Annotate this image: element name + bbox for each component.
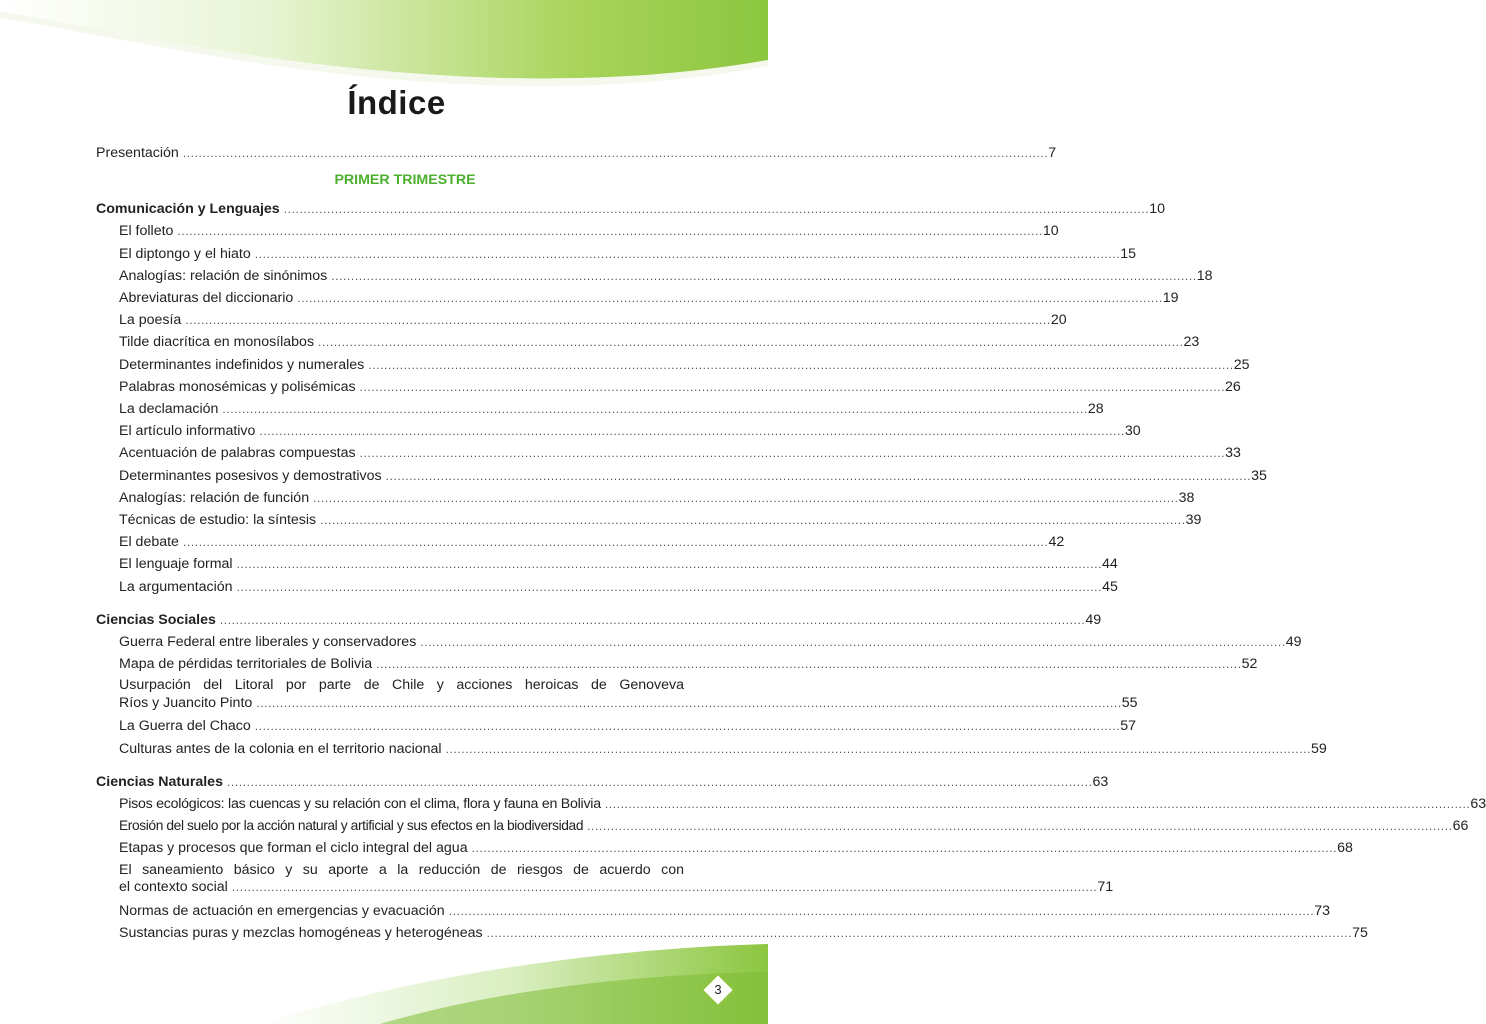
- toc-section-sociales[interactable]: [96, 609, 1102, 631]
- toc-entry-label: El debate: [119, 534, 179, 551]
- toc-entry-page: 57: [1120, 718, 1136, 735]
- toc-entry-label: Palabras monosémicas y polisémicas: [119, 378, 356, 395]
- toc-entry-page: 45: [1102, 578, 1118, 595]
- dot-leader: ............................................................................................................................................................................................................................: [219, 612, 1086, 627]
- toc-entry-page: 26: [1225, 378, 1241, 395]
- toc-entry-label: Guerra Federal entre liberales y conservadores: [119, 634, 417, 651]
- toc-entry-page: 44: [1102, 556, 1118, 573]
- toc-entry-page: 73: [1314, 902, 1330, 919]
- dot-leader: ............................................................................................................................................................................................................................: [331, 268, 1197, 283]
- toc-entry-page: 35: [1251, 467, 1267, 484]
- toc-entry-page: 10: [1042, 223, 1059, 240]
- toc-entry-label: El lenguaje formal: [119, 556, 233, 573]
- dot-leader: ............................................................................................................................................................................................................................: [254, 719, 1121, 734]
- toc-entry[interactable]: [96, 420, 1141, 442]
- toc-entry-page: 68: [1337, 840, 1353, 857]
- dot-leader: ............................................................................................................................................................................................................................: [226, 774, 1093, 789]
- toc-entry-page: 52: [1241, 656, 1258, 673]
- toc-entry[interactable]: [96, 860, 1114, 900]
- dot-leader: ............................................................................................................................................................................................................................: [297, 291, 1163, 306]
- table-of-contents: [96, 142, 1486, 944]
- toc-entry[interactable]: [96, 576, 1118, 598]
- page-number: 3: [714, 982, 722, 997]
- toc-entry-page: 18: [1196, 267, 1213, 284]
- dot-leader: ............................................................................................................................................................................................................................: [256, 695, 1122, 710]
- dot-leader: ............................................................................................................................................................................................................................: [318, 335, 1184, 350]
- dot-leader: ............................................................................................................................................................................................................................: [486, 925, 1353, 940]
- toc-entry-page: 15: [1120, 245, 1136, 262]
- toc-entry-label: El folleto: [119, 223, 174, 240]
- toc-entry-label: Determinantes indefinidos y numerales: [119, 356, 365, 373]
- toc-entry-page: 42: [1048, 534, 1065, 551]
- dot-leader: ............................................................................................................................................................................................................................: [185, 313, 1051, 328]
- dot-leader: ............................................................................................................................................................................................................................: [177, 224, 1043, 239]
- dot-leader: ............................................................................................................................................................................................................................: [222, 402, 1088, 417]
- toc-entry[interactable]: [96, 793, 1486, 815]
- toc-section-label: Ciencias Naturales: [96, 773, 223, 790]
- toc-entry[interactable]: [96, 354, 1250, 376]
- toc-entry[interactable]: [96, 465, 1267, 487]
- toc-entry-label: Ríos y Juancito Pinto: [119, 694, 253, 711]
- toc-entry-label-line1: El saneamiento básico y su aporte a la reducción de riesgos de acuerdo con: [119, 861, 684, 878]
- toc-entry-label: el contexto social: [119, 879, 228, 896]
- toc-entry-label: La declamación: [119, 401, 219, 418]
- toc-entry[interactable]: [96, 715, 1136, 737]
- toc-entry[interactable]: [96, 631, 1302, 653]
- toc-entry-page: 75: [1352, 924, 1368, 941]
- toc-entry-page: 38: [1178, 489, 1195, 506]
- toc-entry[interactable]: [96, 376, 1241, 398]
- toc-entry[interactable]: [96, 815, 1469, 837]
- toc-entry-label: Tilde diacrítica en monosílabos: [119, 334, 315, 351]
- dot-leader: ............................................................................................................................................................................................................................: [359, 446, 1226, 461]
- toc-entry[interactable]: [96, 220, 1059, 242]
- toc-entry-label: Técnicas de estudio: la síntesis: [119, 512, 317, 529]
- dot-leader: ............................................................................................................................................................................................................................: [236, 579, 1103, 594]
- toc-entry-label: Erosión del suelo por la acción natural y artificial y sus efectos en la biodiversidad: [119, 818, 584, 834]
- toc-entry-label: La argumentación: [119, 578, 233, 595]
- dot-leader: ............................................................................................................................................................................................................................: [385, 468, 1252, 483]
- toc-entry-presentacion[interactable]: [96, 142, 1057, 164]
- toc-entry[interactable]: [96, 509, 1202, 531]
- dot-leader: ............................................................................................................................................................................................................................: [259, 424, 1125, 439]
- toc-entry-page: 63: [1470, 796, 1486, 813]
- dot-leader: ............................................................................................................................................................................................................................: [236, 557, 1103, 572]
- toc-entry-label: Normas de actuación en emergencias y evacuación: [119, 902, 445, 919]
- toc-entry-page: 30: [1124, 423, 1141, 440]
- dot-leader: ............................................................................................................................................................................................................................: [604, 797, 1471, 812]
- dot-leader: ............................................................................................................................................................................................................................: [471, 841, 1338, 856]
- toc-entry-label: Pisos ecológicos: las cuencas y su relación con el clima, flora y fauna en Bolivia: [119, 796, 601, 813]
- toc-entry-label: Abreviaturas del diccionario: [119, 290, 294, 307]
- toc-entry-label: El artículo informativo: [119, 423, 256, 440]
- dot-leader: ............................................................................................................................................................................................................................: [376, 657, 1242, 672]
- toc-entry-page: 23: [1183, 334, 1200, 351]
- toc-section-page: 10: [1149, 201, 1165, 218]
- toc-entry[interactable]: [96, 738, 1327, 760]
- dot-leader: ............................................................................................................................................................................................................................: [182, 146, 1049, 160]
- toc-entry-page: 59: [1311, 740, 1327, 757]
- toc-section-naturales[interactable]: [96, 771, 1109, 793]
- toc-entry-page: 49: [1285, 634, 1302, 651]
- toc-entry[interactable]: [96, 265, 1213, 287]
- toc-entry-page: 20: [1050, 312, 1067, 329]
- toc-entry-page: 55: [1121, 694, 1138, 711]
- toc-entry[interactable]: [96, 398, 1104, 420]
- toc-entry-label: Culturas antes de la colonia en el territorio nacional: [119, 740, 442, 757]
- toc-section-page: 63: [1092, 773, 1109, 790]
- toc-entry-label: Analogías: relación de sinónimos: [119, 267, 328, 284]
- toc-entry[interactable]: [96, 442, 1241, 464]
- toc-section-label: Ciencias Sociales: [96, 611, 216, 628]
- trimester-heading: PRIMER TRIMESTRE: [334, 172, 476, 189]
- toc-entry-label-line1: Usurpación del Litoral por parte de Chile y acciones heroicas de Genoveva: [119, 677, 684, 694]
- dot-leader: ............................................................................................................................................................................................................................: [283, 202, 1150, 217]
- dot-leader: ............................................................................................................................................................................................................................: [359, 379, 1226, 394]
- toc-entry-label: Acentuación de palabras compuestas: [119, 445, 356, 462]
- dot-leader: ............................................................................................................................................................................................................................: [448, 903, 1315, 918]
- dot-leader: ............................................................................................................................................................................................................................: [445, 741, 1312, 756]
- toc-entry[interactable]: [96, 553, 1118, 575]
- toc-entry-page: 28: [1087, 401, 1104, 418]
- toc-entry-label: El diptongo y el hiato: [119, 245, 251, 262]
- toc-entry[interactable]: [96, 309, 1067, 331]
- toc-entry-label: Determinantes posesivos y demostrativos: [119, 467, 382, 484]
- toc-entry[interactable]: [96, 922, 1368, 944]
- toc-entry[interactable]: [96, 837, 1353, 859]
- toc-section-comunicacion[interactable]: [96, 198, 1165, 220]
- toc-entry-page: 25: [1233, 356, 1250, 373]
- toc-entry[interactable]: [96, 653, 1258, 675]
- dot-leader: ............................................................................................................................................................................................................................: [587, 819, 1453, 834]
- toc-section-label: Comunicación y Lenguajes: [96, 201, 280, 218]
- dot-leader: ............................................................................................................................................................................................................................: [231, 880, 1098, 895]
- toc-entry-label: La Guerra del Chaco: [119, 718, 251, 735]
- toc-entry-page: 7: [1048, 145, 1057, 161]
- toc-entry[interactable]: [96, 487, 1195, 509]
- dot-leader: ............................................................................................................................................................................................................................: [320, 513, 1186, 528]
- toc-entry[interactable]: [96, 531, 1065, 553]
- toc-entry[interactable]: [96, 287, 1179, 309]
- dot-leader: ............................................................................................................................................................................................................................: [254, 246, 1121, 261]
- toc-entry-page: 66: [1452, 818, 1469, 835]
- toc-entry[interactable]: [96, 900, 1330, 922]
- dot-leader: ............................................................................................................................................................................................................................: [368, 357, 1234, 372]
- toc-entry-page: 33: [1225, 445, 1241, 462]
- toc-entry-page: 71: [1097, 879, 1114, 896]
- toc-entry[interactable]: [96, 675, 1138, 715]
- footer-wave-decoration: [0, 934, 768, 1024]
- toc-entry-label: Analogías: relación de función: [119, 489, 310, 506]
- toc-entry[interactable]: [96, 331, 1200, 353]
- toc-entry-label: Etapas y procesos que forman el ciclo integral del agua: [119, 840, 468, 857]
- toc-entry[interactable]: [96, 243, 1136, 265]
- toc-entry-label: Mapa de pérdidas territoriales de Bolivia: [119, 656, 373, 673]
- toc-entry-label: La poesía: [119, 312, 182, 329]
- dot-leader: ............................................................................................................................................................................................................................: [313, 490, 1179, 505]
- dot-leader: ............................................................................................................................................................................................................................: [420, 635, 1286, 650]
- toc-entry-label: Presentación: [96, 145, 179, 161]
- dot-leader: ............................................................................................................................................................................................................................: [182, 535, 1049, 550]
- toc-section-page: 49: [1085, 611, 1102, 628]
- toc-entry-page: 39: [1185, 512, 1202, 529]
- toc-entry-label: Sustancias puras y mezclas homogéneas y heterogéneas: [119, 924, 483, 941]
- toc-entry-page: 19: [1162, 290, 1179, 307]
- page-title: Índice: [347, 84, 446, 121]
